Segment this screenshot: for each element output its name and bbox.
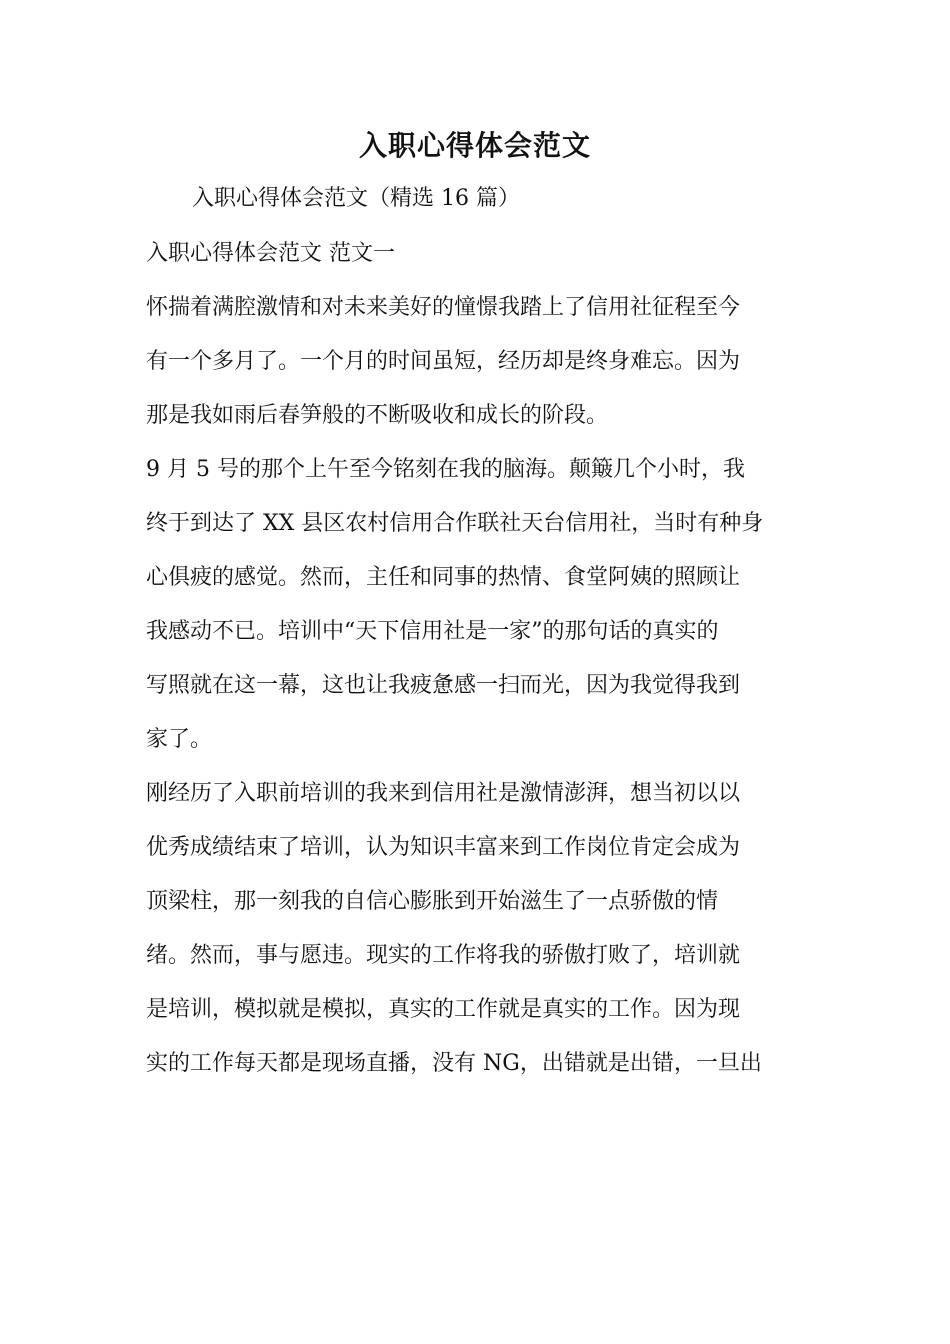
text-line: 9 月 5 号的那个上午至今铭刻在我的脑海。颠簸几个小时，我 — [146, 457, 745, 482]
text-line: 写照就在这一幕，这也让我疲惫感一扫而光，因为我觉得我到 — [146, 673, 741, 698]
text-line: 怀揣着满腔激情和对未来美好的憧憬我踏上了信用社征程至今 — [146, 295, 741, 320]
text-line: 那是我如雨后春笋般的不断吸收和成长的阶段。 — [146, 403, 609, 428]
document-subtitle: 入职心得体会范文（精选 16 篇） — [192, 186, 520, 211]
text-line: 刚经历了入职前培训的我来到信用社是激情澎湃，想当初以以 — [146, 781, 741, 806]
text-line: 优秀成绩结束了培训，认为知识丰富来到工作岗位肯定会成为 — [146, 835, 741, 860]
text-line: 终于到达了 XX 县区农村信用合作联社天台信用社，当时有种身 — [146, 511, 764, 536]
text-line: 是培训，模拟就是模拟，真实的工作就是真实的工作。因为现 — [146, 997, 741, 1022]
section-heading: 入职心得体会范文 范文一 — [146, 241, 395, 266]
text-line: 我感动不已。培训中“天下信用社是一家”的那句话的真实的 — [146, 619, 719, 644]
document-title: 入职心得体会范文 — [358, 129, 591, 162]
text-line: 心俱疲的感觉。然而，主任和同事的热情、食堂阿姨的照顾让 — [146, 565, 741, 590]
text-line: 绪。然而，事与愿违。现实的工作将我的骄傲打败了，培训就 — [146, 943, 741, 968]
text-line: 顶梁柱，那一刻我的自信心膨胀到开始滋生了一点骄傲的情 — [146, 889, 719, 914]
text-line: 有一个多月了。一个月的时间虽短，经历却是终身难忘。因为 — [146, 349, 741, 374]
text-line: 家了。 — [146, 727, 213, 752]
text-line: 实的工作每天都是现场直播，没有 NG，出错就是出错，一旦出 — [146, 1051, 762, 1076]
